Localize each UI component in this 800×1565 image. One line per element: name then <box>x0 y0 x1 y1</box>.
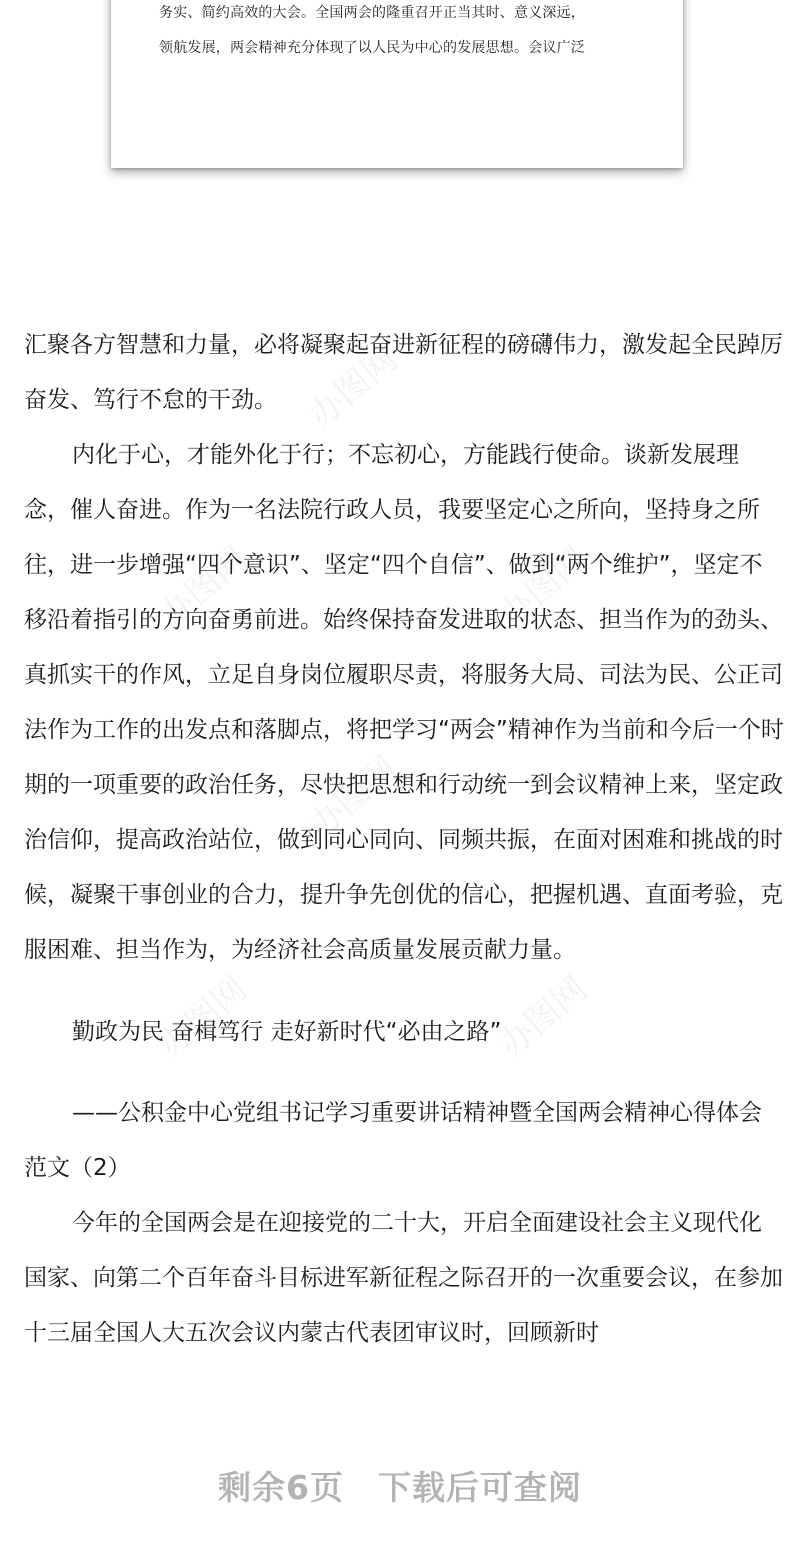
paragraph: 内化于心，才能外化于行；不忘初心，方能践行使命。谈新发展理念，催人奋进。作为一名法院行政人员，我要坚定心之所向，坚持身之所往，进一步增强“四个意识”、坚定“四个自信”、做到“两个维护”，坚定不移沿着指引的方向奋勇前进。始终保持奋发进取的状态、担当作为的劲头、真抓实干的作风，立足自身岗位履职尽责，将服务大局、司法为民、公正司法作为工作的出发点和落脚点，将把学习“两会”精神作为当前和今后一个时期的一项重要的政治任务，尽快把思想和行动统一到会议精神上来，坚定政治信仰，提高政治站位，做到同心同向、同频共振，在面对困难和挑战的时候，凝聚干事创业的合力，提升争先创优的信心，把握机遇、直面考验，克服困难、担当作为，为经济社会高质量发展贡献力量。 <box>24 442 784 963</box>
section-subtitle: ——公积金中心党组书记学习重要讲话精神暨全国两会精神心得体会范文（2） <box>24 1100 762 1181</box>
remaining-pages-label: 剩余6页 <box>218 1468 344 1507</box>
paragraph: 汇聚各方智慧和力量，必将凝聚起奋进新征程的磅礴伟力，激发起全民踔厉奋发、笃行不怠的干劲。 <box>24 332 783 413</box>
preview-text-line: 务实、简约高效的大会。全国两会的隆重召开正当其时、意义深远， <box>159 5 585 21</box>
watermark: 办图网 <box>491 969 596 1066</box>
watermark: 办图网 <box>151 539 256 636</box>
download-prompt[interactable] <box>0 1462 800 1509</box>
watermark: 办图网 <box>301 749 406 846</box>
document-body <box>24 318 784 1361</box>
watermark: 办图网 <box>491 539 596 636</box>
paragraph: 今年的全国两会是在迎接党的二十大，开启全面建设社会主义现代化国家、向第二个百年奋斗目标进军新征程之际召开的一次重要会议，在参加十三届全国人大五次会议内蒙古代表团审议时，回顾新时 <box>24 1210 783 1346</box>
section-title: 勤政为民 奋楫笃行 走好新时代“必由之路” <box>72 1019 502 1045</box>
watermark: 办图网 <box>151 969 256 1066</box>
preview-card <box>111 0 683 168</box>
preview-text-line: 领航发展，两会精神充分体现了以人民为中心的发展思想。会议广泛 <box>159 40 585 56</box>
download-to-view-label: 下载后可查阅 <box>377 1468 582 1507</box>
watermark: 办图网 <box>301 339 406 436</box>
